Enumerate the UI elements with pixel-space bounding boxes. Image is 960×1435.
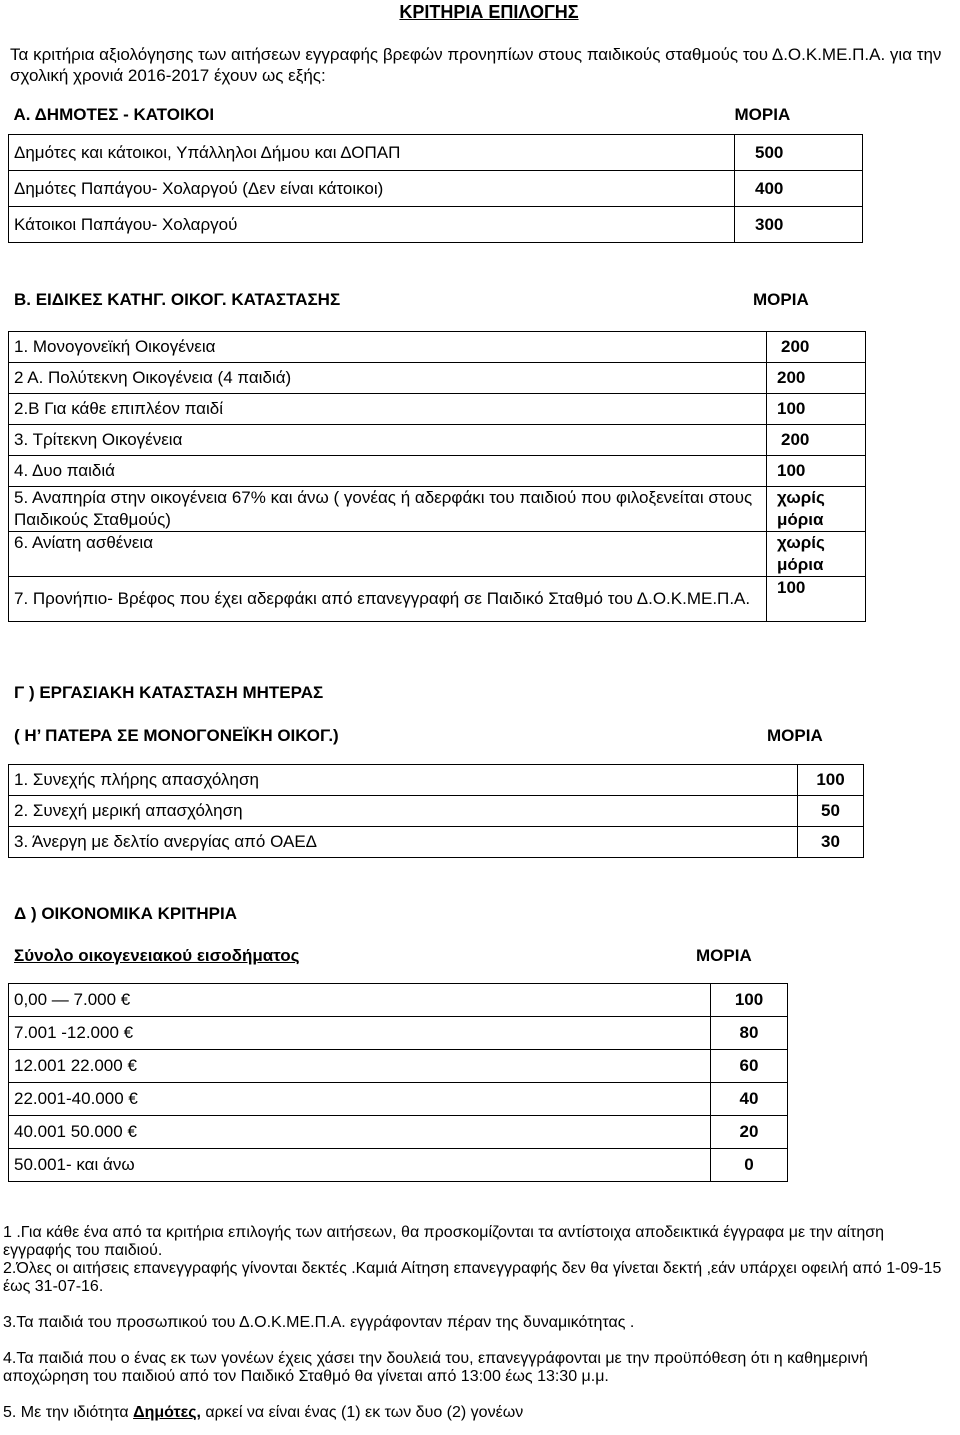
- section-c-row-label: 1. Συνεχής πλήρης απασχόληση: [9, 765, 798, 796]
- section-d-heading: Δ ) ΟΙΚΟΝΟΜΙΚΑ ΚΡΙΤΗΡΙΑ: [14, 904, 237, 923]
- section-a-row-points: 500: [735, 135, 863, 171]
- section-d-row-points: 40: [711, 1083, 788, 1116]
- note-5: [3, 1404, 955, 1422]
- section-d-row-points: 20: [711, 1116, 788, 1149]
- page-title: ΚΡΙΤΗΡΙΑ ΕΠΙΛΟΓΗΣ: [399, 2, 579, 22]
- section-b-row-points: 100: [767, 577, 866, 622]
- section-d-row-label: 12.001 22.000 €: [9, 1050, 711, 1083]
- note-5-suffix: αρκεί να είναι ένας (1) εκ των δυο (2) γονέων: [200, 1404, 524, 1421]
- section-b-heading: Β. ΕΙΔΙΚΕΣ ΚΑΤΗΓ. ΟΙΚΟΓ. ΚΑΤΑΣΤΑΣΗΣ: [14, 290, 341, 309]
- section-b-row-points: 200: [767, 332, 866, 363]
- section-d-table: [8, 983, 788, 1182]
- section-b-row-label: 1. Μονογονεϊκή Οικογένεια: [9, 332, 767, 363]
- section-d-row-label: 0,00 — 7.000 €: [9, 984, 711, 1017]
- section-d-row-points: 80: [711, 1017, 788, 1050]
- section-d-row-label: 22.001-40.000 €: [9, 1083, 711, 1116]
- notes-section: [3, 1224, 955, 1422]
- section-a-table: [8, 96, 863, 243]
- note-3: 3.Τα παιδιά του προσωπικού του Δ.Ο.Κ.ΜΕ.Π.Α. εγγράφονταν πέραν της δυναμικότητας .: [3, 1314, 635, 1331]
- section-c-row-points: 30: [798, 827, 864, 858]
- section-c-table: [8, 764, 864, 858]
- section-a-row-label: Κάτοικοι Παπάγου- Χολαργού: [9, 207, 735, 243]
- section-b-row-label: 2.Β Για κάθε επιπλέον παιδί: [9, 394, 767, 425]
- section-b-table: [8, 331, 866, 622]
- section-c-heading: Γ ) ΕΡΓΑΣΙΑΚΗ ΚΑΤΑΣΤΑΣΗ ΜΗΤΕΡΑΣ: [14, 683, 324, 702]
- section-b-row-label: 4. Δυο παιδιά: [9, 456, 767, 487]
- section-b-row-points: 200: [767, 363, 866, 394]
- section-a-row-label: Δημότες Παπάγου- Χολαργού (Δεν είναι κάτοικοι): [9, 171, 735, 207]
- section-d-points-label: ΜΟΡΙΑ: [696, 946, 752, 965]
- note-5-prefix: 5. Με την ιδιότητα: [3, 1404, 134, 1421]
- section-c-row-label: 2. Συνεχή μερική απασχόληση: [9, 796, 798, 827]
- section-b-row-points: 100: [767, 394, 866, 425]
- section-b-row-label: 5. Αναπηρία στην οικογένεια 67% και άνω ( γονέας ή αδερφάκι του παιδιού που φιλοξενείται στους Παιδικούς Σταθμούς): [9, 487, 767, 532]
- section-c-row-label: 3. Άνεργη με δελτίο ανεργίας από ΟΑΕΔ: [9, 827, 798, 858]
- section-d-row-points: 0: [711, 1149, 788, 1182]
- intro-paragraph: Τα κριτήρια αξιολόγησης των αιτήσεων εγγραφής βρεφών προνηπίων στους παιδικούς σταθμούς του Δ.Ο.Κ.ΜΕ.Π.Α. για την σχολική χρονιά 2016-2017 έχουν ως εξής:: [10, 45, 942, 85]
- section-b-row-label: 6. Ανίατη ασθένεια: [9, 532, 767, 577]
- section-c-points-label: ΜΟΡΙΑ: [767, 726, 823, 745]
- section-a-points-label: ΜΟΡΙΑ: [734, 105, 791, 124]
- section-d-row-label: 50.001- και άνω: [9, 1149, 711, 1182]
- section-d-row-label: 40.001 50.000 €: [9, 1116, 711, 1149]
- section-b-row-points: 200: [767, 425, 866, 456]
- section-d-subheading: Σύνολο οικογενειακού εισοδήματος: [14, 946, 300, 965]
- section-c-row-points: 50: [798, 796, 864, 827]
- section-b-row-points: 100: [767, 456, 866, 487]
- section-a-row-points: 400: [735, 171, 863, 207]
- section-b-row-label: 7. Προνήπιο- Βρέφος που έχει αδερφάκι από επανεγγραφή σε Παιδικό Σταθμό του Δ.Ο.Κ.ΜΕ.Π.Α.: [9, 577, 767, 622]
- section-a-row-points: 300: [735, 207, 863, 243]
- note-4: 4.Τα παιδιά που ο ένας εκ των γονέων έχεις χάσει την δουλειά του, επανεγγράφονται με την προϋπόθεση ότι η καθημερινή αποχώρηση του παιδιού από τον Παιδικό Σταθμό θα γίνεται από 13:00 έως 13:30 μ.μ.: [3, 1350, 868, 1385]
- note-2: 2.Όλες οι αιτήσεις επανεγγραφής γίνονται δεκτές .Καμιά Αίτηση επανεγγραφής δεν θα γίνεται δεκτή ,εάν υπάρχει οφειλή από 1-09-15 έως 31-07-16.: [3, 1260, 942, 1295]
- note-5-emphasis: Δημότες,: [133, 1404, 201, 1421]
- section-a-row-label: Δημότες και κάτοικοι, Υπάλληλοι Δήμου και ΔΟΠΑΠ: [9, 135, 735, 171]
- section-d-row-points: 60: [711, 1050, 788, 1083]
- section-c-subheading: ( Η’ ΠΑΤΕΡΑ ΣΕ ΜΟΝΟΓΟΝΕΪΚΗ ΟΙΚΟΓ.): [14, 726, 339, 745]
- section-d-row-label: 7.001 -12.000 €: [9, 1017, 711, 1050]
- section-b-row-label: 3. Τρίτεκνη Οικογένεια: [9, 425, 767, 456]
- note-1: 1 .Για κάθε ένα από τα κριτήρια επιλογής των αιτήσεων, θα προσκομίζονται τα αντίστοιχα αποδεικτικά έγγραφα με την αίτηση εγγραφής του παιδιού.: [3, 1224, 885, 1259]
- section-a-heading: Α. ΔΗΜΟΤΕΣ - ΚΑΤΟΙΚΟΙ: [13, 105, 215, 124]
- section-d-row-points: 100: [711, 984, 788, 1017]
- section-b-row-points: χωρίς μόρια: [767, 532, 866, 577]
- section-b-row-points: χωρίς μόρια: [767, 487, 866, 532]
- section-b-row-label: 2 Α. Πολύτεκνη Οικογένεια (4 παιδιά): [9, 363, 767, 394]
- section-c-row-points: 100: [798, 765, 864, 796]
- section-b-points-label: ΜΟΡΙΑ: [753, 290, 809, 309]
